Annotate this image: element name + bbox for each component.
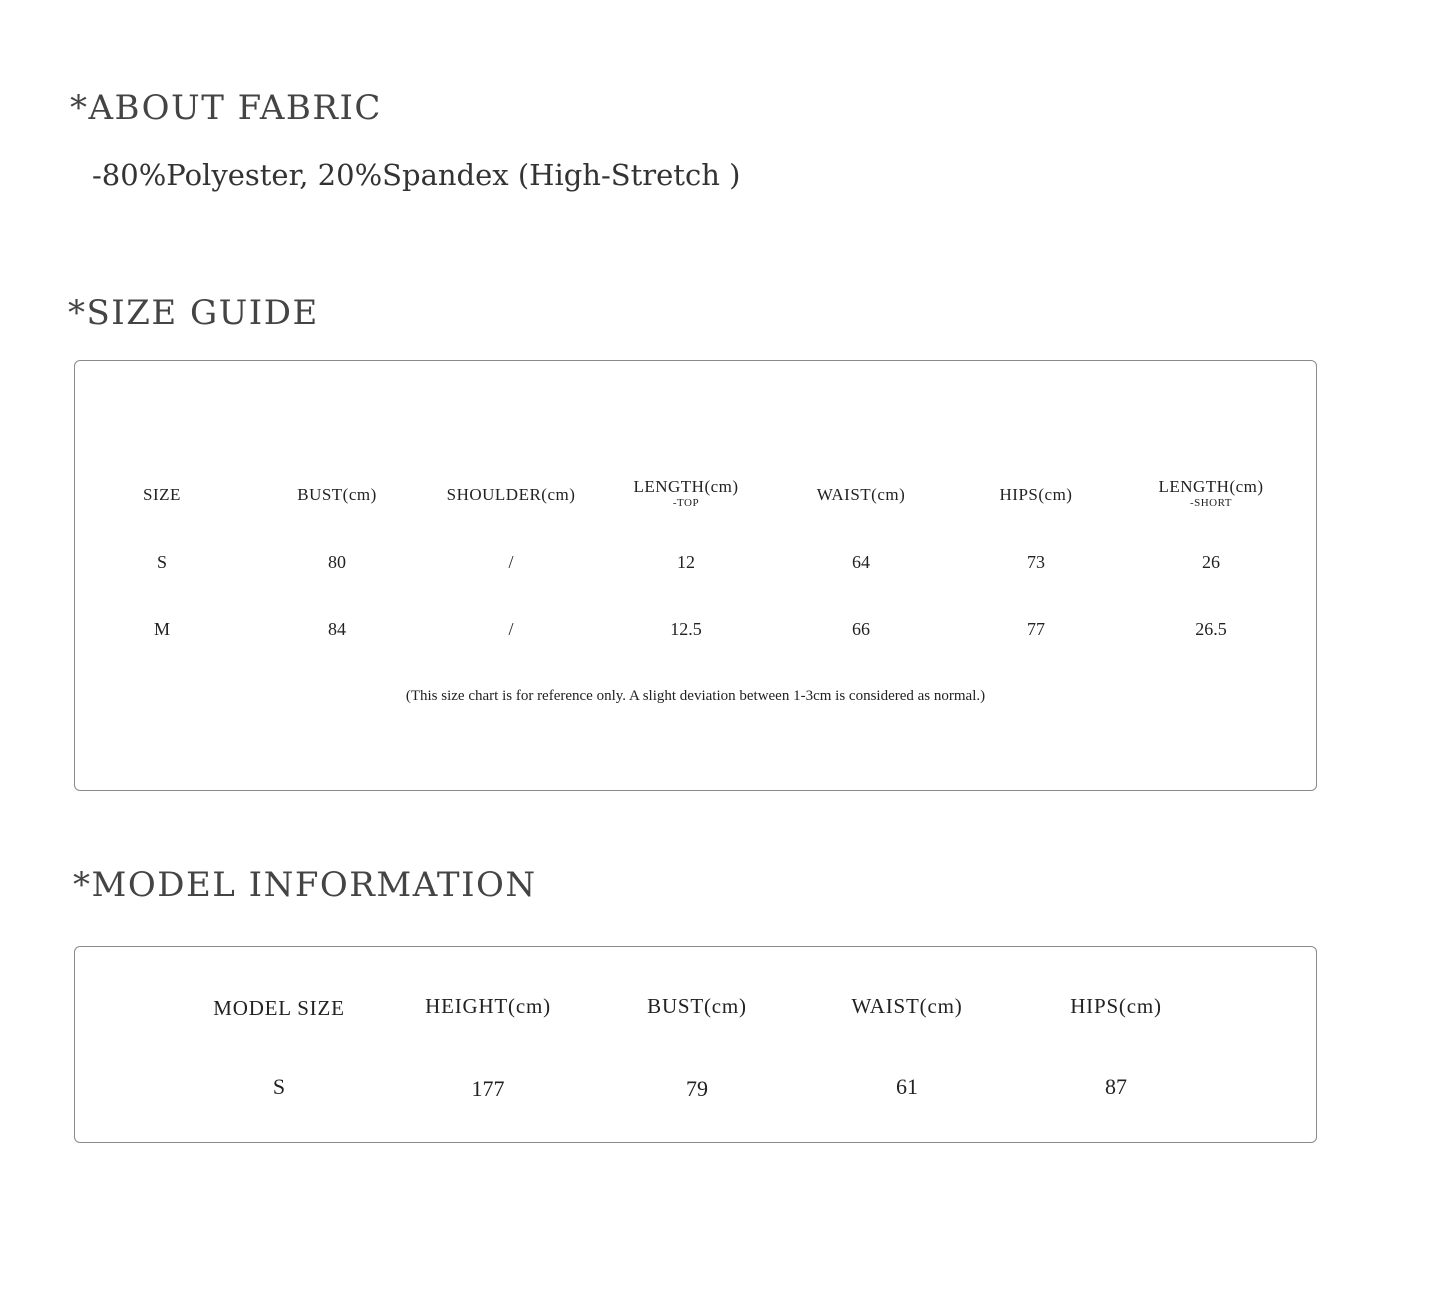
fabric-composition: -80%Polyester, 20%Spandex (High-Stretch ) (92, 158, 741, 192)
length-short-sublabel: -SHORT (1189, 497, 1233, 509)
table-cell: 73 (1027, 552, 1045, 572)
length-top-column-header (633, 477, 738, 509)
table-cell: 84 (328, 619, 346, 639)
hips-column-header: HIPS(cm) (999, 485, 1073, 504)
bust-column-header: BUST(cm) (297, 485, 377, 504)
height-column-header: HEIGHT(cm) (425, 994, 551, 1018)
model-bust-value: 79 (686, 1076, 708, 1101)
table-cell: 26.5 (1195, 619, 1227, 639)
length-short-column-header (1158, 477, 1263, 509)
length-top-sublabel: -TOP (672, 497, 700, 509)
bust-column-header: BUST(cm) (647, 994, 747, 1018)
table-cell: 64 (852, 552, 870, 572)
waist-column-header: WAIST(cm) (816, 485, 906, 504)
shoulder-column-header: SHOULDER(cm) (446, 485, 576, 504)
table-cell: 12 (677, 552, 695, 572)
size-column-header: SIZE (143, 485, 181, 504)
model-size-value: S (272, 1074, 286, 1099)
table-cell: / (508, 619, 514, 639)
model-hips-value: 87 (1105, 1074, 1127, 1099)
table-cell: M (153, 619, 171, 639)
length-top-label: LENGTH(cm) (633, 477, 739, 496)
table-cell: 66 (852, 619, 870, 639)
model-size-column-header: MODEL SIZE (213, 996, 345, 1020)
size-guide-heading: *SIZE GUIDE (68, 293, 319, 333)
model-information-table (74, 946, 1317, 1143)
model-height-value: 177 (471, 1076, 505, 1101)
waist-column-header: WAIST(cm) (851, 994, 963, 1018)
table-cell: 77 (1027, 619, 1045, 639)
length-short-label: LENGTH(cm) (1158, 477, 1264, 496)
table-cell: S (156, 552, 168, 572)
table-cell: 12.5 (670, 619, 702, 639)
size-chart-note: (This size chart is for reference only. A slight deviation between 1-3cm is considered as normal.) (405, 688, 986, 704)
table-cell: / (508, 552, 514, 572)
model-waist-value: 61 (896, 1074, 918, 1099)
about-fabric-heading: *ABOUT FABRIC (70, 88, 382, 128)
table-cell: 26 (1202, 552, 1220, 572)
model-information-heading: *MODEL INFORMATION (73, 865, 537, 905)
size-guide-table (74, 360, 1317, 791)
hips-column-header: HIPS(cm) (1070, 994, 1162, 1018)
table-cell: 80 (328, 552, 346, 572)
